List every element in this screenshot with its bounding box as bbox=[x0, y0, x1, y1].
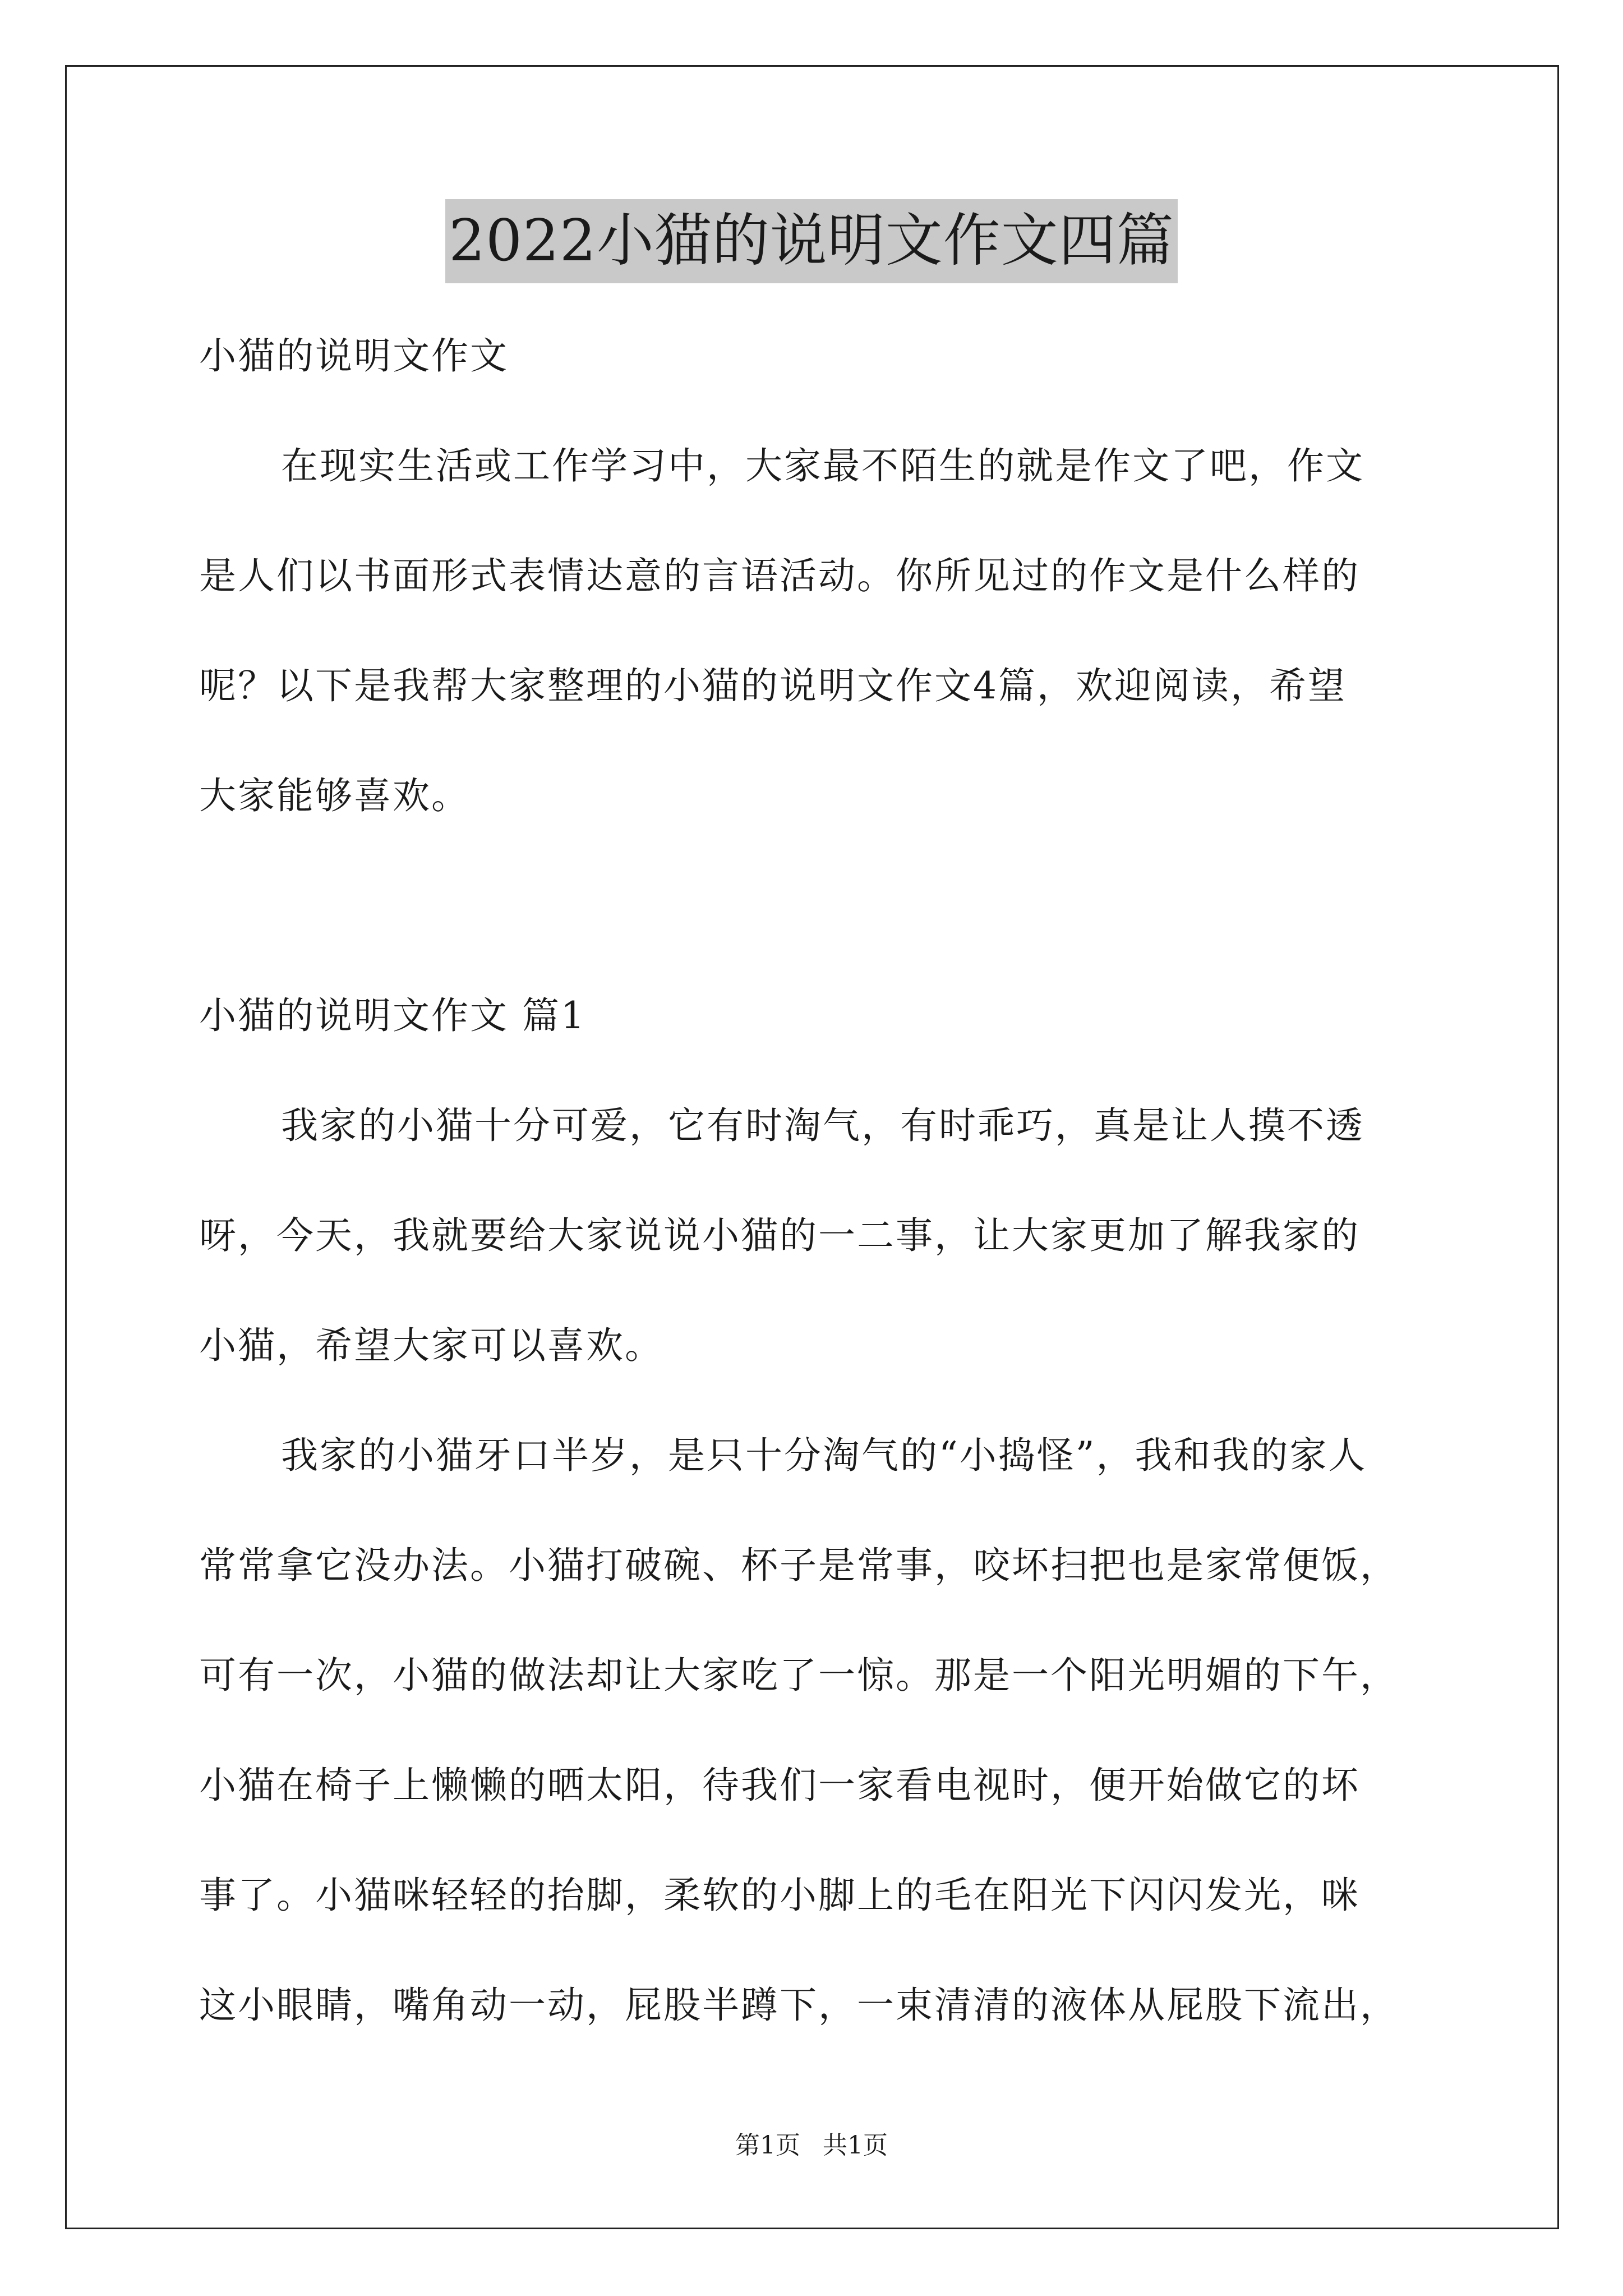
paragraph-line: 小猫，希望大家可以喜欢。 bbox=[199, 1324, 663, 1367]
paragraph-line: 大家能够喜欢。 bbox=[199, 774, 470, 817]
section-heading-part-1: 小猫的说明文作文 篇1 bbox=[199, 994, 586, 1037]
paragraph-line: 小猫在椅子上懒懒的晒太阳，待我们一家看电视时，便开始做它的坏 bbox=[199, 1764, 1360, 1807]
paragraph-line: 呢？以下是我帮大家整理的小猫的说明文作文4篇，欢迎阅读，希望 bbox=[199, 664, 1347, 707]
paragraph-line: 这小眼睛，嘴角动一动，屁股半蹲下，一束清清的液体从屁股下流出， bbox=[199, 1984, 1399, 2027]
document-body bbox=[199, 328, 1433, 2087]
paragraph-line: 是人们以书面形式表情达意的言语活动。你所见过的作文是什么样的 bbox=[199, 554, 1360, 597]
page-total: 共1页 bbox=[823, 2131, 888, 2160]
paragraph-line: 我家的小猫十分可爱，它有时淘气，有时乖巧，真是让人摸不透 bbox=[281, 1104, 1364, 1147]
page-number: 第1页 bbox=[735, 2131, 800, 2160]
paragraph-line: 呀，今天，我就要给大家说说小猫的一二事，让大家更加了解我家的 bbox=[199, 1214, 1360, 1257]
paragraph-line: 在现实生活或工作学习中，大家最不陌生的就是作文了吧，作文 bbox=[281, 444, 1364, 487]
paragraph-line: 事了。小猫咪轻轻的抬脚，柔软的小脚上的毛在阳光下闪闪发光，咪 bbox=[199, 1874, 1360, 1917]
page-footer bbox=[0, 2129, 1623, 2162]
title-container bbox=[0, 199, 1623, 283]
paragraph-line: 可有一次，小猫的做法却让大家吃了一惊。那是一个阳光明媚的下午， bbox=[199, 1654, 1399, 1697]
document-title: 2022小猫的说明文作文四篇 bbox=[445, 199, 1178, 283]
section-heading-intro: 小猫的说明文作文 bbox=[199, 334, 509, 378]
paragraph-line: 常常拿它没办法。小猫打破碗、杯子是常事，咬坏扫把也是家常便饭， bbox=[199, 1544, 1399, 1587]
paragraph-line: 我家的小猫牙口半岁，是只十分淘气的“小捣怪”，我和我的家人 bbox=[281, 1434, 1367, 1477]
paragraph-spacer bbox=[199, 878, 1433, 988]
